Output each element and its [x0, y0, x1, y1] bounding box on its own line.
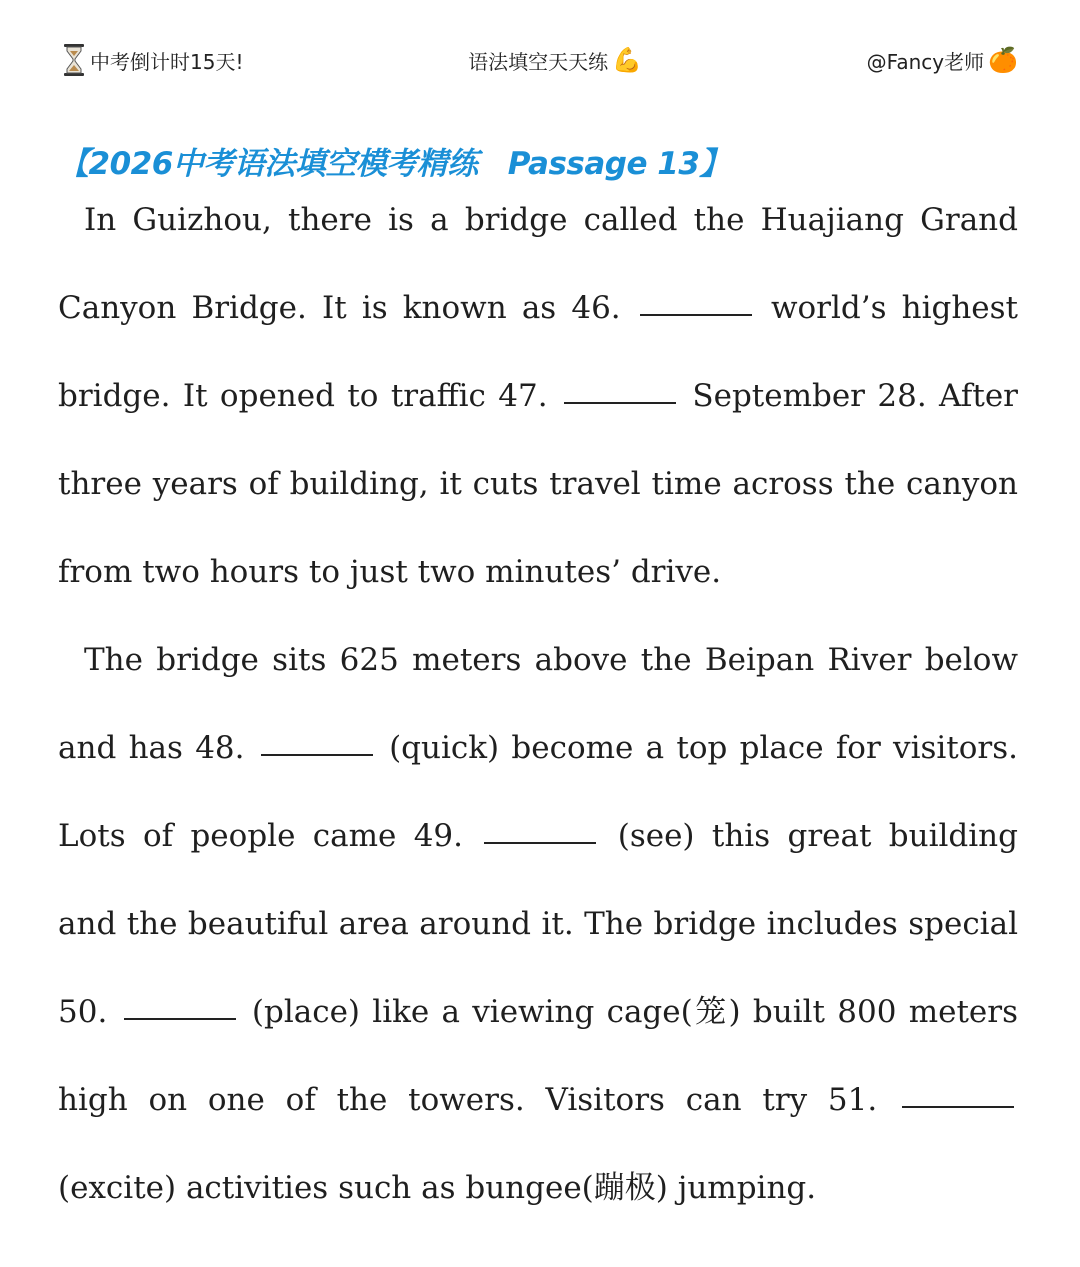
paragraph-2-text-4: (place) like a viewing cage(笼) built 800 meters high on one of the towers. Visitors can try 51.: [58, 994, 1018, 1118]
page-header: [62, 40, 1018, 80]
title-close-bracket: 】: [699, 146, 730, 182]
author-text: @Fancy老师: [866, 49, 985, 74]
daily-practice-label: [468, 46, 642, 75]
paragraph-1-text-2: world’s highest bridge. It opened to traffic 47.: [58, 290, 1019, 414]
title-open-bracket: 【: [58, 146, 89, 182]
blank-49[interactable]: [484, 841, 596, 844]
paragraph-2: [58, 616, 1018, 1232]
flexed-biceps-icon: 💪: [612, 46, 643, 74]
hourglass-icon: [62, 43, 86, 77]
countdown-label: [62, 43, 243, 77]
blank-50[interactable]: [124, 1017, 236, 1020]
blank-48[interactable]: [261, 753, 373, 756]
daily-practice-text: 语法填空天天练: [468, 49, 609, 74]
paragraph-2-text-3: (see) this great building and the beautiful area around it. The bridge includes special 50.: [58, 818, 1018, 1030]
title-main: 2026中考语法填空模考精练: [88, 146, 478, 182]
blank-51[interactable]: [902, 1105, 1014, 1108]
paragraph-1: [58, 176, 1018, 616]
paragraph-2-text-1: The bridge sits 625 meters above the Beipan River below and has 48.: [58, 642, 1018, 766]
paragraph-2-text-5: (excite) activities such as bungee(蹦极) jumping.: [58, 1170, 817, 1206]
blank-47[interactable]: [564, 401, 676, 404]
blank-46[interactable]: [640, 313, 752, 316]
countdown-text: 中考倒计时15天!: [90, 49, 244, 74]
paragraph-1-text-1: In Guizhou, there is a bridge called the Huajiang Grand Canyon Bridge. It is known as 46.: [58, 202, 1018, 326]
tangerine-icon: 🍊: [988, 46, 1018, 74]
paragraph-1-text-3: September 28. After three years of building, it cuts travel time across the canyon from two hours to just two minutes’ drive.: [58, 378, 1018, 590]
title-passage-number: Passage 13: [507, 146, 700, 182]
passage-body: [58, 176, 1018, 1232]
author-label: [867, 46, 1018, 75]
paragraph-2-text-2: (quick) become a top place for visitors. Lots of people came 49.: [58, 730, 1019, 854]
